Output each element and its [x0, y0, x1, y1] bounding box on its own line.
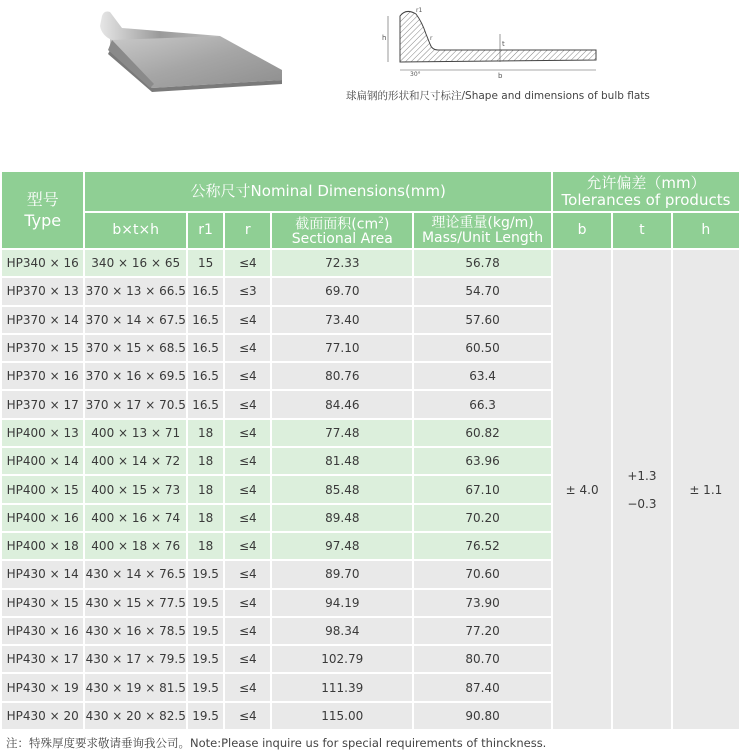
r-cell: ≤4: [225, 363, 270, 389]
mass-cell: 87.40: [414, 674, 551, 700]
area-cell: 115.00: [272, 703, 412, 729]
r1-cell: 16.5: [188, 278, 223, 304]
mass-cell: 67.10: [414, 476, 551, 502]
r-cell: ≤4: [225, 335, 270, 361]
r1-cell: 19.5: [188, 646, 223, 672]
type-cell: HP400 × 15: [2, 476, 83, 502]
r-cell: ≤3: [225, 278, 270, 304]
r1-cell: 19.5: [188, 590, 223, 616]
sectional-area-header: 截面面积$(cm^2)$ Sectional Area: [272, 213, 412, 248]
svg-text:h: h: [382, 34, 387, 42]
r1-cell: 16.5: [188, 391, 223, 417]
type-cell: HP400 × 13: [2, 420, 83, 446]
r-cell: ≤4: [225, 646, 270, 672]
mass-cell: 90.80: [414, 703, 551, 729]
r-cell: ≤4: [225, 476, 270, 502]
type-cell: HP370 × 15: [2, 335, 83, 361]
mass-cell: 56.78: [414, 250, 551, 276]
type-cell: HP400 × 14: [2, 448, 83, 474]
bth-cell: 430 × 16 × 78.5: [85, 618, 186, 644]
r-cell: ≤4: [225, 420, 270, 446]
mass-cell: 80.70: [414, 646, 551, 672]
type-cell: HP430 × 14: [2, 561, 83, 587]
r-cell: ≤4: [225, 391, 270, 417]
area-cell: 72.33: [272, 250, 412, 276]
area-cell: 111.39: [272, 674, 412, 700]
area-cell: 97.48: [272, 533, 412, 559]
svg-text:r1: r1: [416, 7, 423, 14]
mass-cell: 66.3: [414, 391, 551, 417]
tolerance-t-plus: +1.3: [627, 468, 657, 483]
r1-cell: 19.5: [188, 674, 223, 700]
mass-cell: 63.96: [414, 448, 551, 474]
type-cell: HP430 × 16: [2, 618, 83, 644]
area-cell: 73.40: [272, 307, 412, 333]
type-cell: HP370 × 16: [2, 363, 83, 389]
type-cell: HP430 × 15: [2, 590, 83, 616]
mass-cell: 77.20: [414, 618, 551, 644]
bth-cell: 430 × 17 × 79.5: [85, 646, 186, 672]
mass-cell: 70.20: [414, 505, 551, 531]
mass-cell: 63.4: [414, 363, 551, 389]
bulb-flat-product-image: [92, 6, 292, 98]
mass-cell: 73.90: [414, 590, 551, 616]
type-cell: HP340 × 16: [2, 250, 83, 276]
r-cell: ≤4: [225, 590, 270, 616]
r-cell: ≤4: [225, 618, 270, 644]
tolerance-t-cell: [613, 250, 670, 729]
tolerance-b-cell: ± 4.0: [553, 250, 611, 729]
area-cell: 84.46: [272, 391, 412, 417]
footnote: 注：特殊厚度要求敬请垂询我公司。Note:Please inquire us for special requirements of thinckness.: [6, 736, 547, 750]
r-cell: ≤4: [225, 505, 270, 531]
type-cell: HP430 × 20: [2, 703, 83, 729]
figure-area: [0, 0, 741, 170]
r1-cell: 19.5: [188, 618, 223, 644]
r1-cell: 18: [188, 505, 223, 531]
area-cell: 80.76: [272, 363, 412, 389]
mass-cell: 60.50: [414, 335, 551, 361]
bth-cell: 400 × 14 × 72: [85, 448, 186, 474]
mass-cell: 57.60: [414, 307, 551, 333]
svg-text:t: t: [502, 40, 505, 48]
area-cell: 94.19: [272, 590, 412, 616]
type-cell: HP370 × 17: [2, 391, 83, 417]
bth-cell: 430 × 19 × 81.5: [85, 674, 186, 700]
r-cell: ≤4: [225, 448, 270, 474]
r1-cell: 15: [188, 250, 223, 276]
bth-cell: 340 × 16 × 65: [85, 250, 186, 276]
tol-h-header: h: [673, 213, 739, 248]
tol-t-header: t: [613, 213, 670, 248]
area-cell: 77.10: [272, 335, 412, 361]
type-cell: HP430 × 17: [2, 646, 83, 672]
type-cell: HP370 × 14: [2, 307, 83, 333]
area-cell: 89.48: [272, 505, 412, 531]
table-row: [2, 250, 739, 276]
bulb-flat-dimension-diagram: [378, 4, 606, 84]
r1-cell: 16.5: [188, 363, 223, 389]
area-cell: 98.34: [272, 618, 412, 644]
r-cell: ≤4: [225, 307, 270, 333]
area-cell: 77.48: [272, 420, 412, 446]
r1-cell: 19.5: [188, 703, 223, 729]
r-cell: ≤4: [225, 674, 270, 700]
r-cell: ≤4: [225, 561, 270, 587]
area-cell: 69.70: [272, 278, 412, 304]
type-cell: HP430 × 19: [2, 674, 83, 700]
area-cell: 89.70: [272, 561, 412, 587]
bth-cell: 430 × 20 × 82.5: [85, 703, 186, 729]
r-cell: ≤4: [225, 250, 270, 276]
r1-cell: 16.5: [188, 335, 223, 361]
bth-cell: 370 × 14 × 67.5: [85, 307, 186, 333]
bth-header: b×t×h: [85, 213, 186, 248]
type-cell: HP370 × 13: [2, 278, 83, 304]
type-header: 型号 Type: [2, 172, 83, 248]
svg-text:r: r: [430, 35, 433, 42]
area-cell: 102.79: [272, 646, 412, 672]
table-body: [2, 250, 739, 729]
nominal-dimensions-header: 公称尺寸Nominal Dimensions(mm): [85, 172, 551, 211]
tolerances-header: 允许偏差（mm） Tolerances of products: [553, 172, 739, 211]
r-cell: ≤4: [225, 703, 270, 729]
r1-header: r1: [188, 213, 223, 248]
svg-text:30°: 30°: [410, 71, 421, 78]
mass-cell: 70.60: [414, 561, 551, 587]
bth-cell: 400 × 15 × 73: [85, 476, 186, 502]
r1-cell: 18: [188, 420, 223, 446]
bth-cell: 400 × 16 × 74: [85, 505, 186, 531]
bth-cell: 370 × 16 × 69.5: [85, 363, 186, 389]
type-cell: HP400 × 16: [2, 505, 83, 531]
svg-text:b: b: [498, 72, 503, 80]
bth-cell: 370 × 15 × 68.5: [85, 335, 186, 361]
bth-cell: 400 × 13 × 71: [85, 420, 186, 446]
bth-cell: 370 × 17 × 70.5: [85, 391, 186, 417]
specification-table: [0, 170, 741, 731]
bth-cell: 370 × 13 × 66.5: [85, 278, 186, 304]
r-cell: ≤4: [225, 533, 270, 559]
r1-cell: 18: [188, 533, 223, 559]
r-header: r: [225, 213, 270, 248]
mass-cell: 54.70: [414, 278, 551, 304]
r1-cell: 16.5: [188, 307, 223, 333]
r1-cell: 19.5: [188, 561, 223, 587]
figure-caption: 球扁钢的形状和尺寸标注/Shape and dimensions of bulb flats: [346, 90, 650, 102]
tol-b-header: b: [553, 213, 611, 248]
area-cell: 85.48: [272, 476, 412, 502]
mass-cell: 60.82: [414, 420, 551, 446]
tolerance-t-minus: −0.3: [627, 496, 657, 511]
mass-header: 理论重量(kg/m) Mass/Unit Length: [414, 213, 551, 248]
r1-cell: 18: [188, 476, 223, 502]
type-cell: HP400 × 18: [2, 533, 83, 559]
bth-cell: 400 × 18 × 76: [85, 533, 186, 559]
bth-cell: 430 × 15 × 77.5: [85, 590, 186, 616]
area-cell: 81.48: [272, 448, 412, 474]
tolerance-h-cell: ± 1.1: [673, 250, 739, 729]
bth-cell: 430 × 14 × 76.5: [85, 561, 186, 587]
mass-cell: 76.52: [414, 533, 551, 559]
r1-cell: 18: [188, 448, 223, 474]
